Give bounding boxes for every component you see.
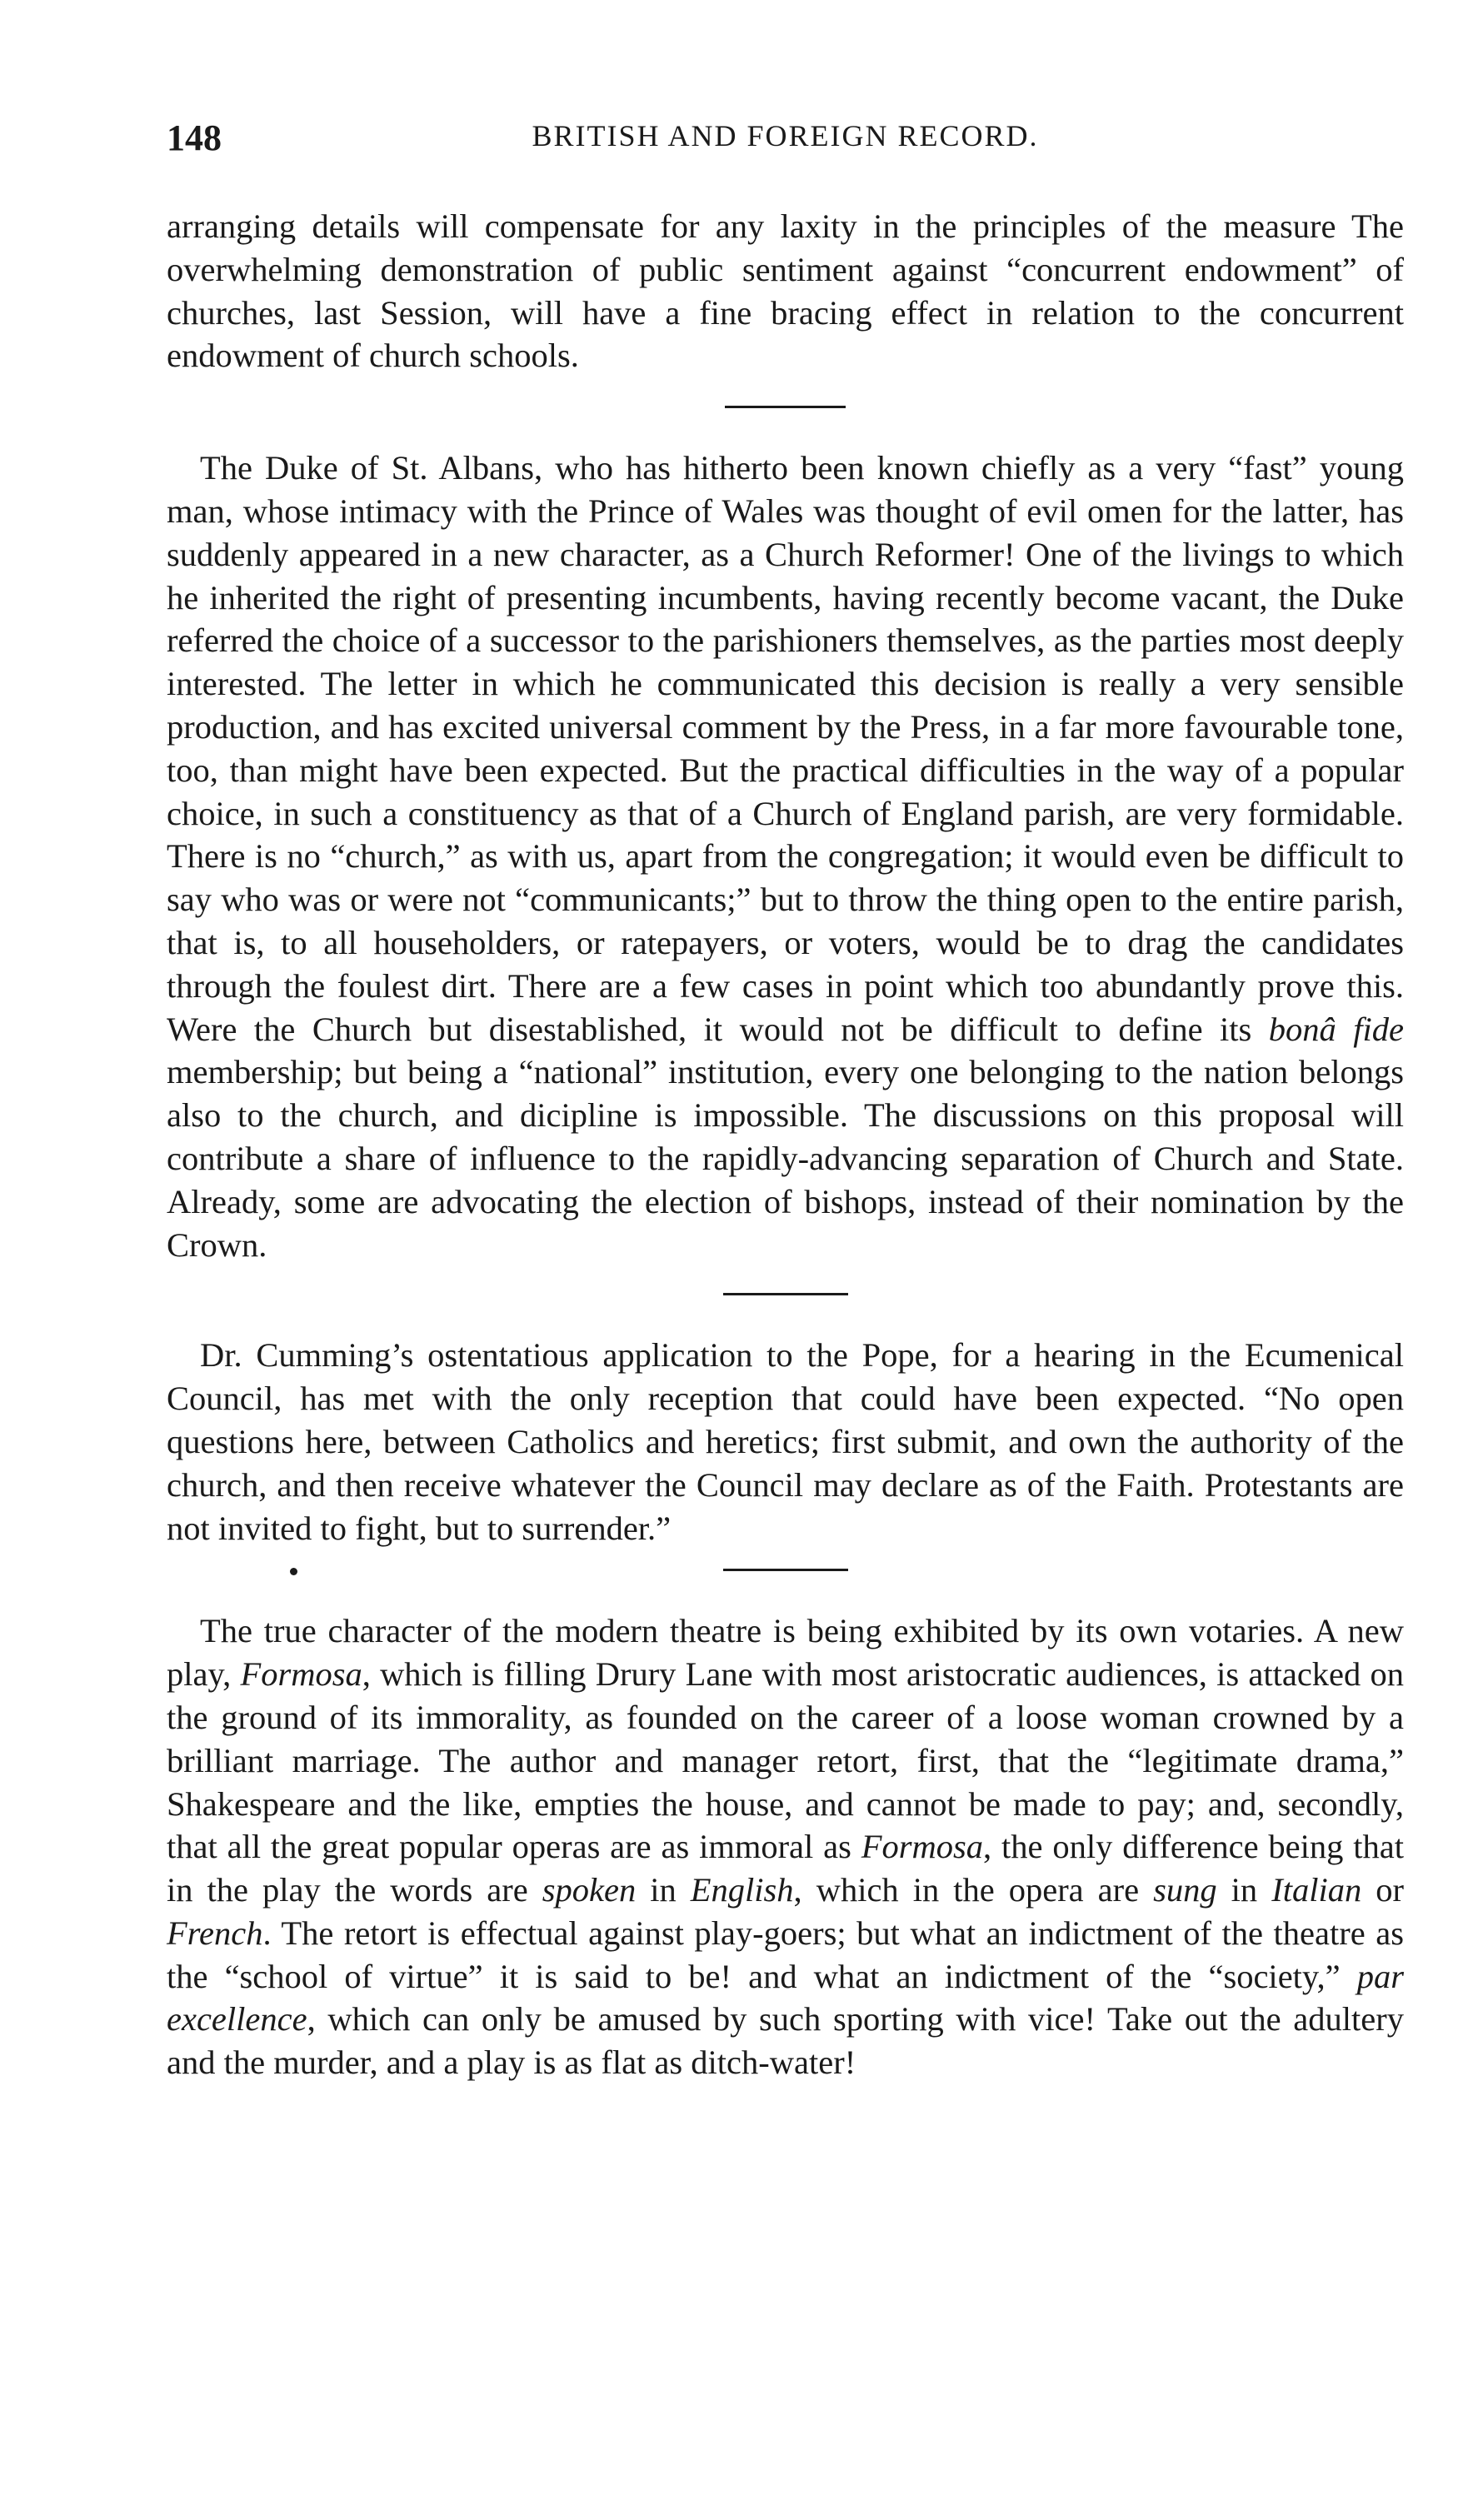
paragraph-duke-st-albans: The Duke of St. Albans, who has hitherto been known chiefly as a very “fast” young man, whose intimacy with the Prince of Wales was thought of evil omen for the latter, has suddenly appeared in a new character, as a Church Reformer! One of the livings to which he inherited the right of presenting incumbents, having recently become vacant, the Duke referred the choice of a successor to the parishioners themselves, as the parties most deeply interested. The letter in which he communicated this decision is really a very sensible production, and has excited universal comment by the Press, in a far more favourable tone, too, than might have been expected. But the practical difficulties in the way of a popular choice, in such a constituency as that of a Church of England parish, are very formidable. There is no “church,” as with us, apart from the congregation; it would even be difficult to say who was or were not “communicants;” but to throw the thing open to the entire parish, that is, to all householders, or ratepayers, or voters, would be to drag the candidates through the foulest dirt. There are a few cases in point which too abundantly prove this. Were the Church but disestablished, it would not be difficult to define its bonâ fide membership; but being a “national” institution, every one belonging to the nation belongs also to the church, and dicipline is impossible. The discussions on this proposal will contribute a share of influence to the rapidly-advancing separation of Church and State. Already, some are advocating the election of bishops, instead of their nomination by the Crown. (167, 449, 1405, 1264)
running-title: BRITISH AND FOREIGN RECORD. (532, 119, 1039, 152)
ink-dot-mark (290, 1568, 297, 1575)
section-divider (723, 1293, 848, 1295)
page (167, 117, 1404, 2084)
paragraph-school-endowment: arranging details will compensate for any laxity in the principles of the measure The overwhelming demonstration of public sentiment against “concurrent endowment” of churches, last Session, will have a fine bracing effect in relation to the concurrent endowment of church schools. (167, 207, 1404, 375)
running-head (167, 117, 1404, 167)
paragraph-dr-cumming: Dr. Cumming’s ostentatious application to the Pope, for a hearing in the Ecumenical Council, has met with the only reception that could have been expected. “No open questions here, between Catholics and heretics; first submit, and own the authority of the church, and then receive whatever the Council may declare as of the Faith. Protestants are not invited to fight, but to surrender.” (167, 1336, 1404, 1547)
paragraph-modern-theatre: The true character of the modern theatre is being exhibited by its own votaries. A new play, Formosa, which is filling Drury Lane with most aristocratic audiences, is attacked on the ground of its immorality, as founded on the career of a loose woman crowned by a brilliant marriage. The author and manager retort, first, that the “legitimate drama,” Shakespeare and the like, empties the house, and cannot be made to pay; and, secondly, that all the great popular operas are as immoral as Formosa, the only difference being that in the play the words are spoken in English, which in the opera are sung in Italian or French. The retort is effectual against play-goers; but what an indictment of the theatre as the “school of virtue” it is said to be! and what an indictment of the “society,” par excellence, which can only be amused by such sporting with vice! Take out the adultery and the murder, and a play is as flat as ditch-water! (167, 1612, 1404, 2082)
section-divider (723, 1569, 848, 1571)
page-number: 148 (167, 117, 222, 158)
section-divider (725, 406, 846, 408)
